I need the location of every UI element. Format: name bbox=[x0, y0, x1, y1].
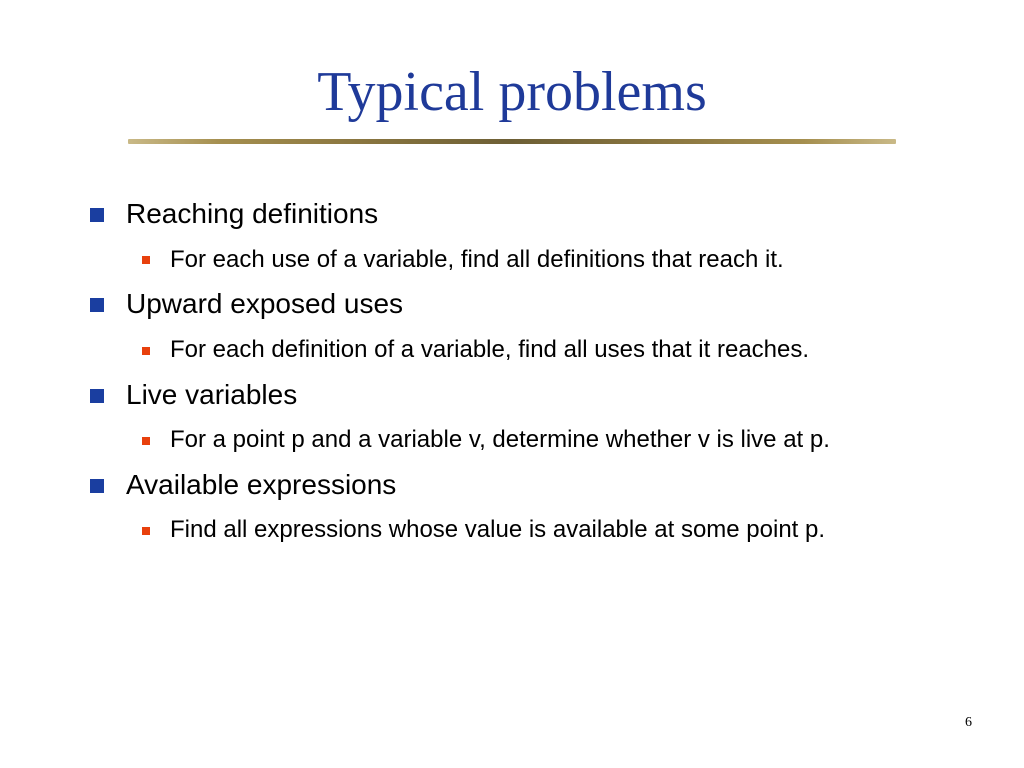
bullet-heading: Upward exposed uses bbox=[126, 288, 404, 319]
sub-bullet-square-icon bbox=[142, 437, 150, 445]
sub-bullet-square-icon bbox=[142, 347, 150, 355]
page-number: 6 bbox=[965, 715, 972, 730]
bullet-square-icon bbox=[90, 389, 104, 403]
bullet-detail: For each use of a variable, find all definitions that reach it. bbox=[170, 246, 784, 273]
bullet-square-icon bbox=[90, 298, 104, 312]
bullet-heading: Reaching definitions bbox=[126, 198, 379, 229]
slide-title: Typical problems bbox=[317, 61, 707, 123]
bullet-heading: Live variables bbox=[126, 379, 298, 410]
bullet-heading: Available expressions bbox=[126, 469, 397, 500]
bullet-detail: Find all expressions whose value is available at some point p. bbox=[170, 516, 826, 543]
sub-bullet-square-icon bbox=[142, 256, 150, 264]
bullet-detail: For a point p and a variable v, determine whether v is live at p. bbox=[170, 426, 830, 453]
sub-bullet-square-icon bbox=[142, 527, 150, 535]
bullet-square-icon bbox=[90, 208, 104, 222]
bullet-detail: For each definition of a variable, find all uses that it reaches. bbox=[170, 336, 810, 363]
bullet-square-icon bbox=[90, 479, 104, 493]
